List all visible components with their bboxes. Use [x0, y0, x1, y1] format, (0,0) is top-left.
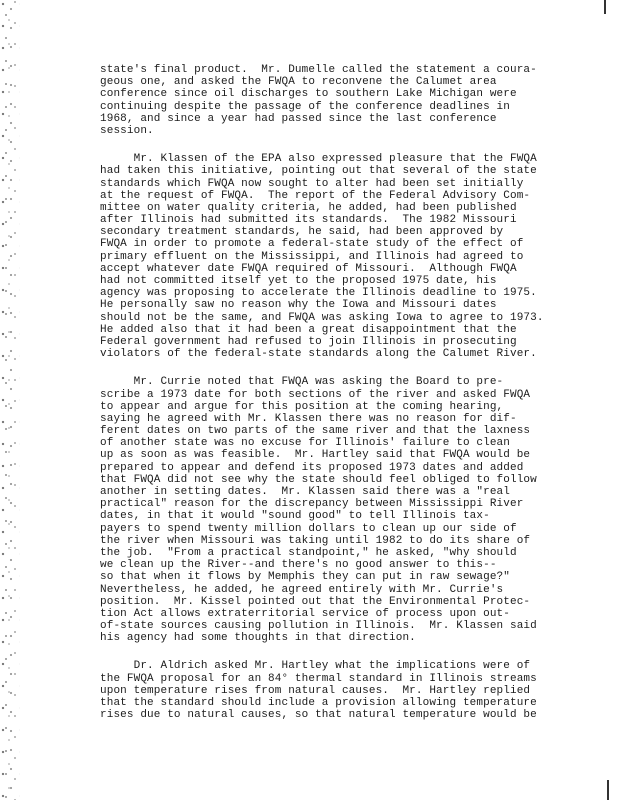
text-line: mittee on water quality criteria, he added, had been published [100, 201, 517, 214]
text-line: his agency had some thoughts in that direction. [100, 632, 416, 645]
paragraph-4 [100, 660, 604, 721]
text-line: after Illinois had submitted its standards. The 1982 Missouri [100, 214, 517, 227]
text-line: tion Act allows extraterritorial service of process upon out- [100, 607, 510, 620]
text-line: scribe a 1973 date for both sections of the river and asked FWQA [100, 388, 531, 401]
text-line: we clean up the River--and there's no good answer to this-- [100, 559, 497, 572]
text-line: the river when Missouri was taking until 1982 to do its share of [100, 534, 531, 547]
text-line: of another state was no excuse for Illinois' failure to clean [100, 437, 510, 450]
document-body [100, 64, 604, 737]
text-line: FWQA in order to promote a federal-state study of the effect of [100, 238, 524, 251]
text-line: He added also that it had been a great disappointment that the [100, 323, 517, 336]
text-line: agency was proposing to accelerate the Illinois deadline to 1975. [100, 287, 537, 300]
paragraph-2 [100, 153, 604, 360]
text-line: the FWQA proposal for an 84° thermal standard in Illinois streams [100, 672, 537, 685]
text-line: session. [100, 124, 154, 137]
paragraph-1 [100, 64, 604, 137]
text-line: 1968, and since a year had passed since the last conference [100, 112, 497, 125]
text-line: had not committed itself yet to the proposed 1975 date, his [100, 275, 497, 287]
text-line: conference since oil discharges to southern Lake Michigan were [100, 88, 517, 101]
text-line: Dr. Aldrich asked Mr. Hartley what the implications were of [100, 660, 531, 673]
text-line: ferent dates on two parts of the same river and that the laxness [100, 425, 531, 438]
text-line: at the request of FWQA. The report of the Federal Advisory Com- [100, 189, 531, 202]
text-line: that FWQA did not see why the state should feel obliged to follow [100, 473, 537, 486]
text-line: another in setting dates. Mr. Klassen said there was a "real [100, 486, 510, 498]
text-line: Mr. Klassen of the EPA also expressed pleasure that the FWQA [100, 153, 537, 166]
text-line: the job. "From a practical standpoint," he asked, "why should [100, 546, 517, 559]
text-line: standards which FWQA now sought to alter had been set initially [100, 177, 524, 190]
text-line: He personally saw no reason why the Iowa and Missouri dates [100, 299, 497, 312]
paragraph-3 [100, 376, 604, 644]
text-line: prepared to appear and defend its proposed 1973 dates and added [100, 461, 524, 474]
text-line: up as soon as was feasible. Mr. Hartley said that FWQA would be [100, 449, 531, 462]
text-line: saying he agreed with Mr. Klassen there was no reason for dif- [100, 412, 517, 425]
text-line: Federal government had refused to join Illinois in prosecuting [100, 335, 517, 348]
text-line: upon temperature rises from natural causes. Mr. Hartley replied [100, 684, 531, 697]
text-line: practical" reason for the discrepancy between Mississippi River [100, 498, 524, 511]
text-line: primary effluent on the Mississippi, and Illinois had agreed to [100, 250, 524, 263]
text-line: that the standard should include a provision allowing temperature [100, 697, 537, 709]
text-line: position. Mr. Kissel pointed out that the Environmental Protec- [100, 595, 531, 608]
scan-mark-top [604, 0, 606, 14]
text-line: rises due to natural causes, so that natural temperature would be [100, 709, 537, 722]
text-line: had taken this initiative, pointing out that several of the state [100, 165, 537, 178]
text-line: of-state sources causing pollution in Illinois. Mr. Klassen said [100, 620, 537, 633]
text-line: to appear and argue for this position at the coming hearing, [100, 400, 504, 413]
scan-mark-bottom [607, 780, 609, 800]
text-line: Nevertheless, he added, he agreed entirely with Mr. Currie's [100, 583, 504, 596]
text-line: accept whatever date FWQA required of Missouri. Although FWQA [100, 262, 517, 275]
text-line: dates, in that it would "sound good" to tell Illinois tax- [100, 510, 490, 523]
scan-border-noise [0, 0, 20, 800]
text-line: secondary treatment standards, he said, had been approved by [100, 226, 504, 239]
text-line: continuing despite the passage of the conference deadlines in [100, 100, 510, 113]
text-line: state's final product. Mr. Dumelle called the statement a coura- [100, 64, 537, 76]
text-line: payers to spend twenty million dollars to clean up our side of [100, 522, 517, 535]
text-line: should not be the same, and FWQA was asking Iowa to agree to 1973. [100, 311, 544, 324]
text-line: violators of the federal-state standards along the Calumet River. [100, 348, 537, 361]
text-line: so that when it flows by Memphis they can put in raw sewage?" [100, 571, 510, 584]
text-line: geous one, and asked the FWQA to reconvene the Calumet area [100, 76, 497, 89]
text-line: Mr. Currie noted that FWQA was asking the Board to pre- [100, 376, 504, 389]
